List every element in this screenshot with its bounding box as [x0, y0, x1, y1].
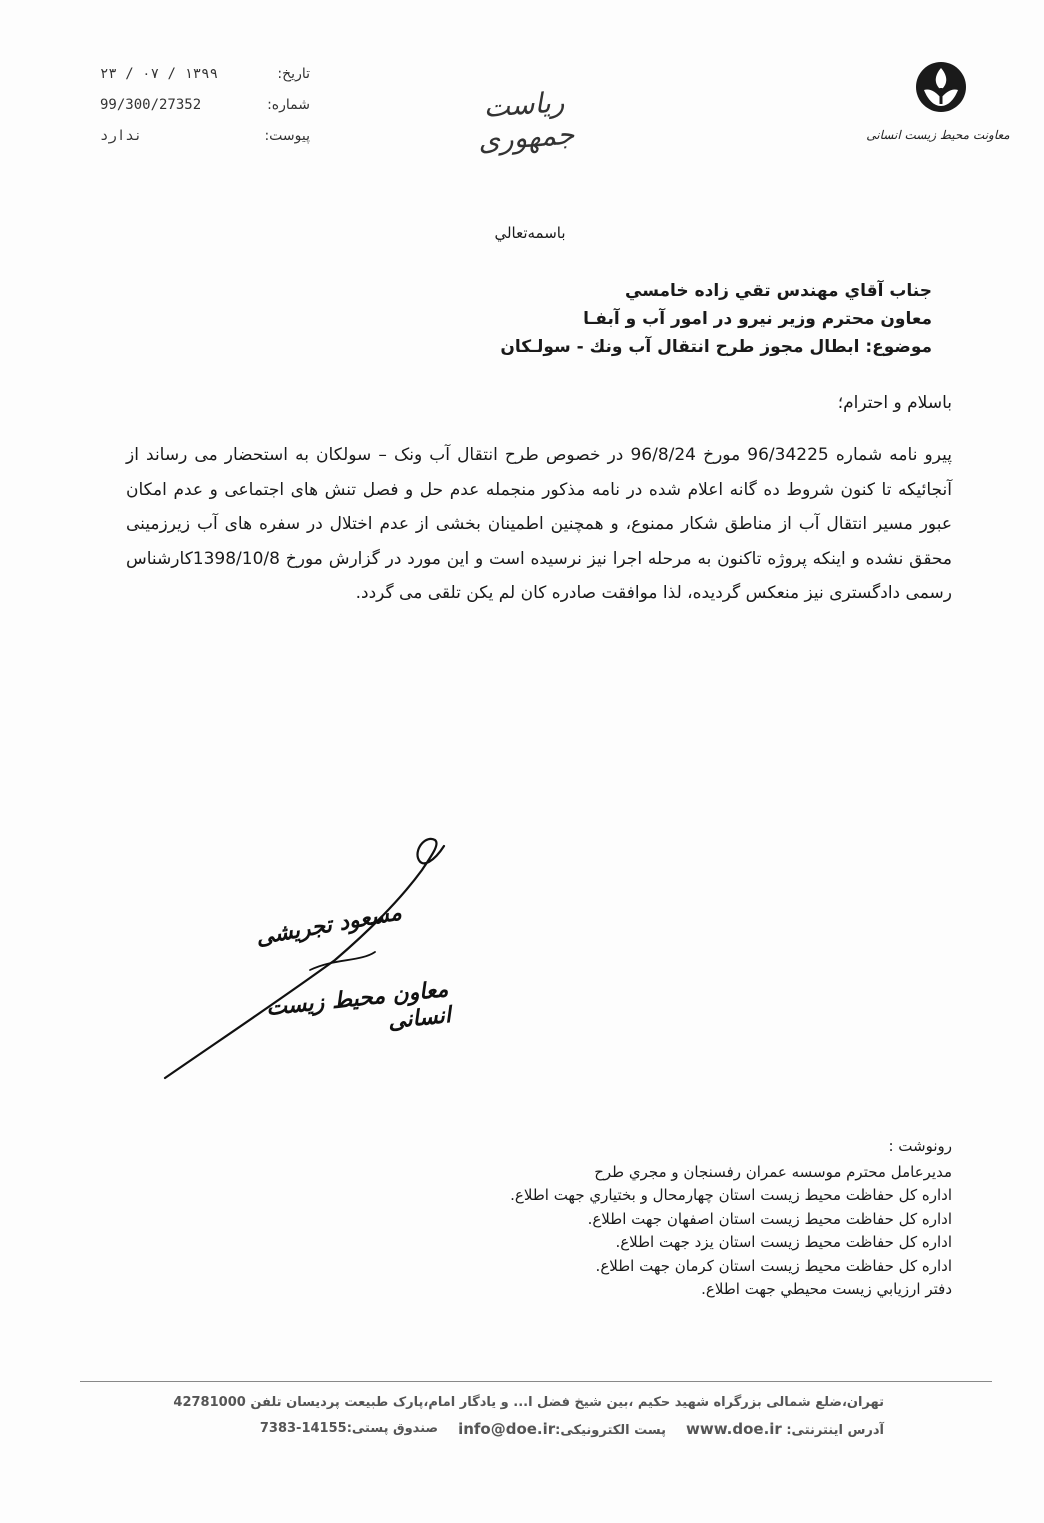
doe-logo: [868, 60, 1018, 160]
cc-item: اداره کل حفاظت محیط زیست استان چهارمحال و بختياري جهت اطلاع.: [510, 1186, 952, 1204]
signature-block: [160, 830, 453, 1090]
signature-title: معاون محیط زیست انسانی: [264, 976, 453, 1035]
bismillah-text: باسمه‌تعالي: [494, 224, 566, 242]
signature-scribble-icon: [160, 830, 453, 1090]
cc-item: اداره کل حفاظت محیط زیست استان یزد جهت اطلاع.: [615, 1233, 952, 1251]
org-name: معاونت محیط زیست انسانی: [866, 128, 1010, 142]
footer-po-box: [260, 1416, 438, 1444]
cc-title: رونوشت :: [888, 1137, 952, 1155]
footer-contacts: [124, 1416, 884, 1444]
attachment-label: پیوست:: [264, 127, 310, 144]
number-label: شماره:: [267, 96, 310, 113]
cc-item: اداره کل حفاظت محیط زیست استان کرمان جهت اطلاع.: [595, 1256, 952, 1275]
po-label: صندوق پستی:: [346, 1421, 439, 1436]
cc-list: [352, 1135, 952, 1302]
footer-address: تهران،ضلع شمالی بزرگراه شهید حکیم ،بین شیخ فضل ا... و یادگار امام،پارک طبیعت پردیسان تلفن 42781000: [173, 1395, 884, 1410]
letter-subject: موضوع: ابطال مجوز طرح انتقال آب ونك - سولـكان: [500, 337, 932, 357]
number-value: 99/300/27352: [100, 96, 202, 113]
footer: [124, 1390, 884, 1444]
po-value: 14155-7383: [259, 1421, 347, 1436]
signature-name: مسعود تجریشی: [253, 899, 404, 951]
letter-meta: [80, 58, 310, 151]
greeting: باسلام و احترام؛: [837, 393, 952, 413]
web-label: آدرس اینترنتی:: [786, 1423, 884, 1438]
bismillah-heading: [0, 224, 1044, 242]
cc-item: دفتر ارزيابي زيست محيطي جهت اطلاع.: [701, 1280, 952, 1298]
web-link[interactable]: www.doe.ir: [686, 1420, 782, 1438]
date-value: ۱۳۹۹ / ۰۷ / ۲۳: [100, 65, 219, 82]
doe-emblem-icon: [914, 60, 968, 114]
presidency-logotype: ریاست جمهوری: [476, 85, 576, 158]
footer-divider: [80, 1381, 992, 1382]
number-row: [80, 89, 310, 120]
email-link[interactable]: info@doe.ir: [458, 1420, 556, 1438]
attachment-value: ندارد: [100, 127, 143, 144]
addressee-title: معاون محترم وزير نيرو در امور آب و آبفـا: [583, 309, 932, 329]
footer-web: [686, 1416, 884, 1444]
footer-email: [458, 1416, 666, 1444]
cc-item: مديرعامل محترم موسسه عمران رفسنجان و مجري طرح: [594, 1162, 952, 1181]
addressee-name: جناب آقاي مهندس تقي زاده خامسي: [625, 281, 932, 301]
addressee-block: [232, 277, 932, 361]
email-label: پست الکترونیکی:: [555, 1423, 667, 1438]
cc-item: اداره کل حفاظت محیط زیست استان اصفهان جهت اطلاع.: [587, 1209, 952, 1228]
letter-body: پيرو نامه شماره 96/34225 مورخ 96/8/24 در خصوص طرح انتقال آب ونک – سولکان به استحضار می رساند از آنجائیکه تا کنون شروط ده گانه اعلام شده در نامه مذکور منجمله عدم حل و فصل تنش های اجتماعی و عدم امکان عبور مسیر انتقال آب از مناطق شکار ممنوع، و همچنین اطمینان بخشی از عدم اختلال در سفره های آب زیرزمینی محقق نشده و اینکه پروژه تاکنون به مرحله اجرا نیز نرسیده است و این مورد در گزارش مورخ 1398/10/8کارشناس رسمی دادگستری نیز منعکس گردیده، لذا موافقت صادره کان لم یکن تلقی می گردد.: [126, 445, 952, 603]
date-row: [80, 58, 310, 89]
date-label: تاریخ:: [277, 65, 310, 82]
attachment-row: [80, 120, 310, 151]
